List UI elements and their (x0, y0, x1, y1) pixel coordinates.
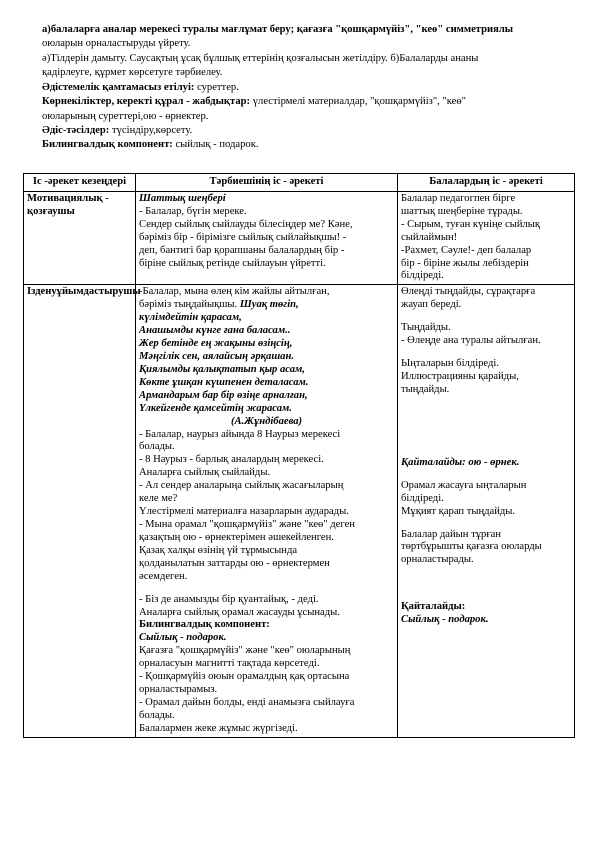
repeat-gift-label: Қайталайды: (401, 601, 466, 613)
lesson-plan-table (23, 173, 575, 738)
lesson-objectives (42, 24, 562, 154)
repeat-gift-value: Сыйлық - подарок. (401, 614, 489, 626)
header-children: Балалардың іс - әрекеті (398, 174, 575, 192)
objective-line-4: қадірлеуге, құрмет көрсетуге тәрбиелеу. (42, 67, 223, 79)
repeat-pattern: Қайталайды: ою - өрнек. (401, 456, 520, 468)
table-row (24, 285, 575, 737)
children-activity-motivation: Балалар педагогпен бірге шаттық шеңберіне тұрады. - Сырым, туған күніңе сыйлық сыйлаймын! -Рахмет, Сәуле!- деп балалар бір - біріне жылы лебіздерін білдіреді. (398, 191, 575, 284)
table-header-row (24, 174, 575, 192)
materials-line-2: оюларының суреттері,ою - өрнектер. (42, 110, 209, 122)
teacher-activity-motivation: Шаттық шеңбері - Балалар, бүгін мереке. Сендер сыйлық сыйлауды білесіңдер ме? Кәне, бәріміз бір - бірімізге сыйлық сыйлайықшы! - деп, бантигі бар қорапшаны балалардың бір - біріне сыйлық ретінде сыйлауын үйретті. (136, 191, 398, 284)
teacher-activity-organizing: -Балалар, мына өлең кім жайлы айтылған, бәріміз тыңдайықшы. Шуақ төгіп, күлімдейтін қарасам, Анашымды күнге ғана баласам.. Жер бетінде ең жақыны өзіңсің, Мәңгілік сен, аялайсың әрқашан. Қиялымды қалықтатып қыр асам, Көкте ұшқан күшпенен деталасам. Армандарым бар бір өзіңе арналған, Үлкейгенде қамсейтің жарасам. (А.Жұндібаева) - Балалар, наурыз айында 8 Наурыз мерекесі болады. - 8 Наурыз - барлық аналардың мерекесі. Аналарға сыйлық сыйлайды. - Ал сендер аналарыңа сыйлық жасағыларың келе ме? Үлестірмелі материалға назарларын аударады. - Мына орамал "қошқармүйіз" және "кеө" деген қазақтың ою - өрнектерімен әшекейленген. Қазақ халқы өзінің үй тұрмысында қолданылатын заттарды ою - өрнектермен әсемдеген. - Біз де анамызды бір қуантайық, - деді. Аналарға сыйлық орамал жасауды ұсынады. Билингвалдық компонент: Сыйлық - подарок. Қағазға "қошқармүйіз" және "кеө" оюларының орналасуын магнитті тақтада көрсетеді. - Қошқармүйіз оюын орамалдың қақ ортасына орналастырамыз. - Орамал дайын болды, енді анамызға сыйлауға болады. Балалармен жеке жұмыс жүргізеді. (136, 285, 398, 737)
materials-line: Көрнекіліктер, керекті құрал - жабдықтар: үлестірмелі материалдар, "қошқармүйіз", "кеө" (42, 96, 466, 108)
poem-author: (А.Жұндібаева) (230, 415, 303, 427)
header-stage: Іс -әрекет кезеңдері (24, 174, 136, 192)
bilingual-value: Сыйлық - подарок. (139, 632, 227, 644)
prior-work-line: Әдістемелік қамтамасыз етілуі: суреттер. (42, 81, 239, 93)
objective-line-1: а)балаларға аналар мерекесі туралы мағлұмат беру; қағазға "қошқармүйіз", "кеө" симметриялы (42, 24, 514, 35)
bilingual-line: Билингвалдық компонент: сыйлық - подарок. (42, 139, 259, 151)
header-teacher: Тәрбиешінің іс - әрекеті (136, 174, 398, 192)
objective-line-2: оюларын орналастыруды үйрету. (42, 38, 191, 50)
objective-line-3: ә)Тілдерін дамыту. Саусақтың ұсақ бұлшық еттерінің қозғалысын жетілдіру. б)Балаларды ананы (42, 52, 479, 64)
children-activity-organizing: Өлеңді тыңдайды, сұрақтарға жауап береді. Тыңдайды. - Өлеңде ана туралы айтылған. Ыңталарын білдіреді. Иллюстрацияны қарайды, тыңдайды. Қайталайды: ою - өрнек. Орамал жасауға ыңталарын білдіреді. Мұқият қарап тыңдайды. Балалар дайын тұрған төртбұрышты қағазға оюларды орналастырады. Қайталайды: Сыйлық - подарок. (398, 285, 575, 737)
table-row (24, 191, 575, 284)
methods-line: Әдіс-тәсілдер: түсіндіру,көрсету. (42, 124, 193, 136)
bilingual-label: Билингвалдық компонент: (139, 619, 270, 631)
stage-motivation: Мотивациялық - қозғаушы (24, 191, 136, 284)
stage-organizing: Ізденуұйымдастырушы (24, 285, 136, 737)
